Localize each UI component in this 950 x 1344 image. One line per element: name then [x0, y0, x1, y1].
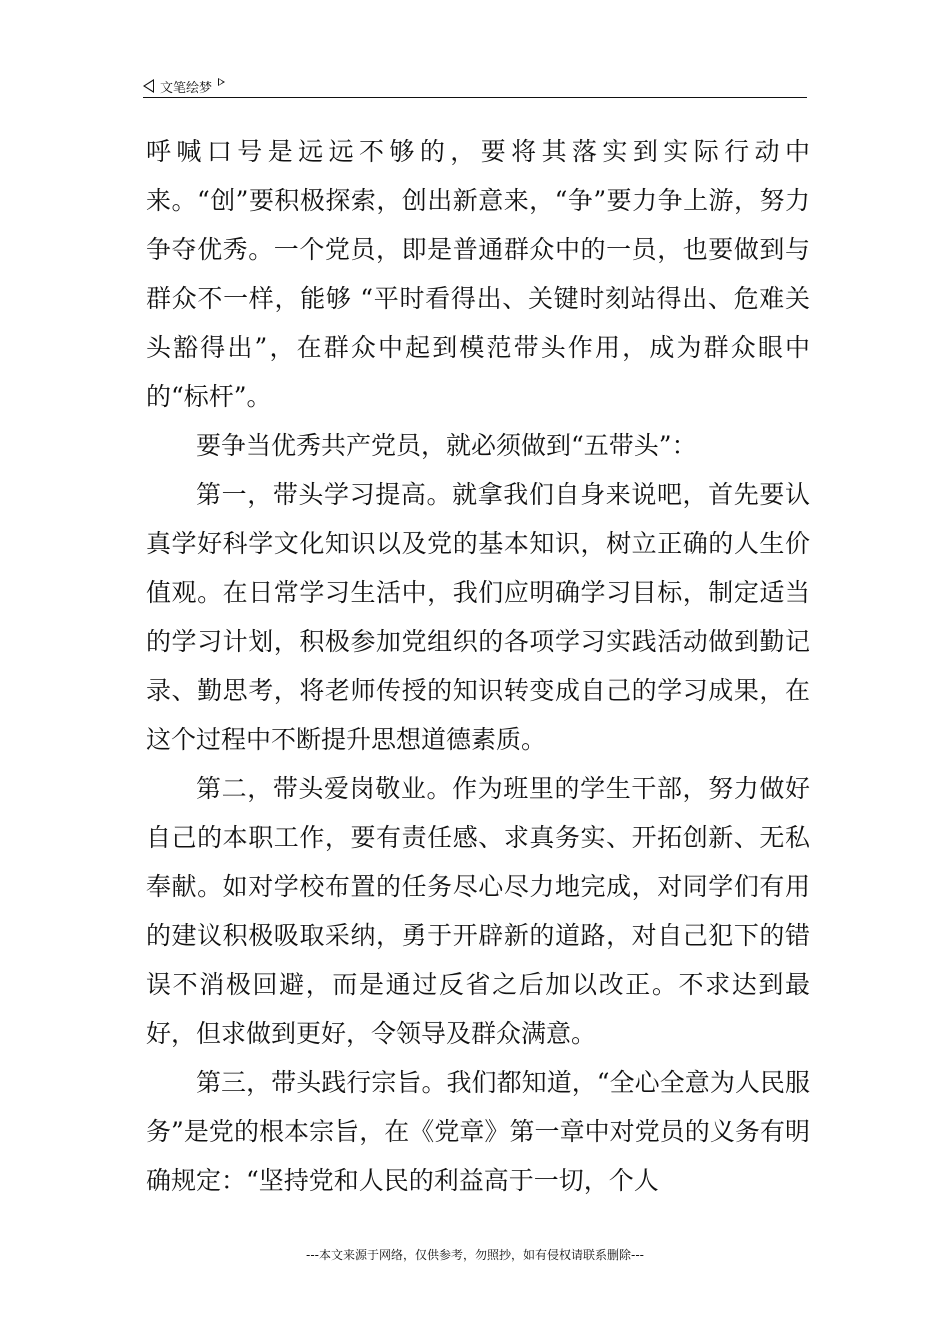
paragraph-2: 要争当优秀共产党员，就必须做到“五带头”：: [196, 431, 697, 460]
paragraph-4: 第二，带头爱岗敬业。作为班里的学生干部，努力做好自己的本职工作，要有责任感、求真务实、开拓创新、无私奉献。如对学校布置的任务尽心尽力地完成，对同学们有用的建议积极吸取采纳，勇于开辟新的道路，对自己犯下的错误不消极回避，而是通过反省之后加以改正。不求达到最好，但求做到更好，令领导及群众满意。: [146, 774, 810, 1048]
header-divider: [143, 97, 807, 98]
triangle-right-icon: [218, 78, 225, 86]
document-body: [146, 127, 810, 1205]
page-header: [143, 74, 807, 98]
header-title: 文笔绘梦: [160, 80, 213, 96]
triangle-left-icon: [143, 79, 154, 93]
paragraph-1: 呼喊口号是远远不够的，要将其落实到实际行动中来。“创”要积极探索，创出新意来，“争”要力争上游，努力争夺优秀。一个党员，即是普通群众中的一员，也要做到与群众不一样，能够 “平时看得出、关键时刻站得出、危难关头豁得出”，在群众中起到模范带头作用，成为群众眼中的“标杆”。: [146, 137, 810, 411]
page-footer: ---本文来源于网络，仅供参考，勿照抄，如有侵权请联系删除---: [306, 1248, 644, 1262]
paragraph-3: 第一，带头学习提高。就拿我们自身来说吧，首先要认真学好科学文化知识以及党的基本知识，树立正确的人生价值观。在日常学习生活中，我们应明确学习目标，制定适当的学习计划，积极参加党组织的各项学习实践活动做到勤记录、勤思考，将老师传授的知识转变成自己的学习成果，在这个过程中不断提升思想道德素质。: [146, 480, 810, 754]
paragraph-5: 第三，带头践行宗旨。我们都知道，“全心全意为人民服务”是党的根本宗旨，在《党章》第一章中对党员的义务有明确规定：“坚持党和人民的利益高于一切，个人: [146, 1068, 810, 1195]
